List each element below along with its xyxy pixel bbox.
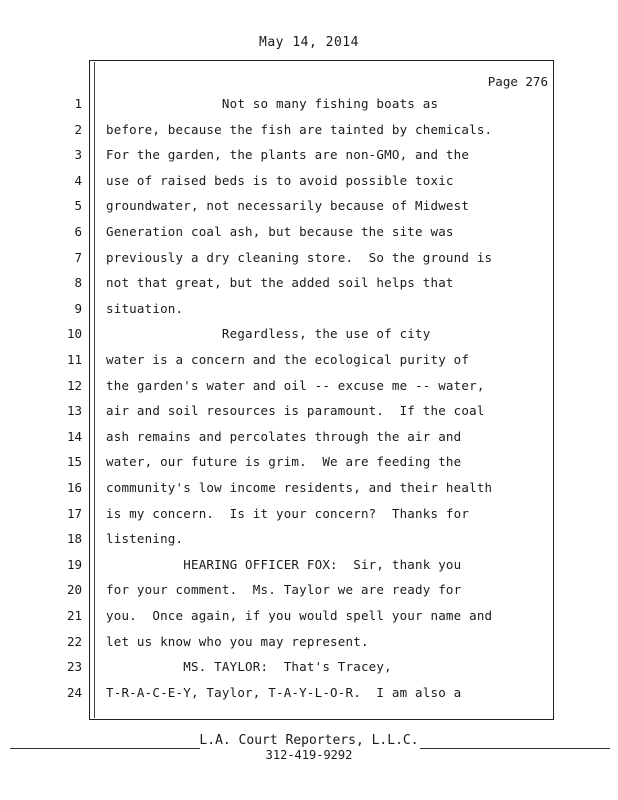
transcript-line: listening. — [106, 531, 184, 547]
transcript-line: is my concern. Is it your concern? Thanks for — [106, 505, 470, 521]
margin-rule — [94, 62, 95, 718]
footer-phone: 312-419-9292 — [265, 748, 353, 762]
line-number: 22 — [66, 633, 82, 649]
transcript-line: community's low income residents, and their health — [106, 480, 493, 495]
line-number: 1 — [74, 96, 82, 111]
transcript-line: the garden's water and oil -- excuse me -- water, — [106, 377, 485, 393]
line-number: 3 — [74, 147, 82, 163]
line-number: 16 — [66, 480, 82, 495]
transcript-line: not that great, but the added soil helps that — [106, 275, 454, 291]
transcript-line: use of raised beds is to avoid possible toxic — [106, 172, 454, 188]
line-number: 15 — [66, 454, 82, 470]
line-number: 14 — [66, 428, 82, 444]
transcript-line: previously a dry cleaning store. So the ground is — [106, 249, 493, 265]
line-number: 24 — [66, 684, 82, 700]
transcript-line: before, because the fish are tainted by chemicals. — [106, 121, 493, 137]
line-number: 20 — [66, 582, 82, 598]
line-number: 9 — [74, 300, 82, 316]
transcript-line: For the garden, the plants are non-GMO, and the — [106, 147, 470, 163]
line-number: 2 — [74, 121, 82, 137]
line-number: 11 — [66, 352, 82, 367]
line-number: 12 — [66, 377, 82, 393]
page-number: Page 276 — [487, 74, 548, 89]
line-number: 8 — [74, 275, 82, 291]
transcript-date: May 14, 2014 — [259, 35, 359, 50]
line-number: 18 — [66, 531, 82, 547]
line-number: 17 — [66, 505, 82, 521]
transcript-line: ash remains and percolates through the air and — [106, 428, 462, 444]
line-number: 4 — [74, 172, 82, 188]
line-number: 19 — [66, 556, 82, 572]
line-number: 6 — [74, 224, 82, 239]
line-number: 5 — [74, 198, 82, 214]
transcript-line: you. Once again, if you would spell your name and — [106, 608, 493, 623]
transcript-line: T-R-A-C-E-Y, Taylor, T-A-Y-L-O-R. I am also a — [106, 684, 462, 700]
transcript-line: let us know who you may represent. — [106, 633, 369, 649]
transcript-line: air and soil resources is paramount. If the coal — [106, 403, 485, 419]
line-number: 13 — [66, 403, 82, 419]
transcript-line: Generation coal ash, but because the site was — [106, 224, 454, 239]
transcript-line: HEARING OFFICER FOX: Sir, thank you — [106, 556, 462, 572]
transcript-line: Not so many fishing boats as — [106, 96, 439, 111]
transcript-line: water is a concern and the ecological purity of — [106, 352, 470, 367]
transcript-line: Regardless, the use of city — [106, 326, 431, 342]
line-number: 23 — [66, 659, 82, 675]
transcript-line: water, our future is grim. We are feeding the — [106, 454, 462, 470]
transcript-line: groundwater, not necessarily because of Midwest — [106, 198, 470, 214]
line-number: 21 — [66, 608, 82, 623]
line-number: 10 — [66, 326, 82, 342]
footer-company: L.A. Court Reporters, L.L.C. — [199, 733, 419, 748]
transcript-line: situation. — [106, 300, 184, 316]
transcript-line: MS. TAYLOR: That's Tracey, — [106, 659, 392, 675]
transcript-line: for your comment. Ms. Taylor we are ready for — [106, 582, 462, 598]
line-number: 7 — [74, 249, 82, 265]
